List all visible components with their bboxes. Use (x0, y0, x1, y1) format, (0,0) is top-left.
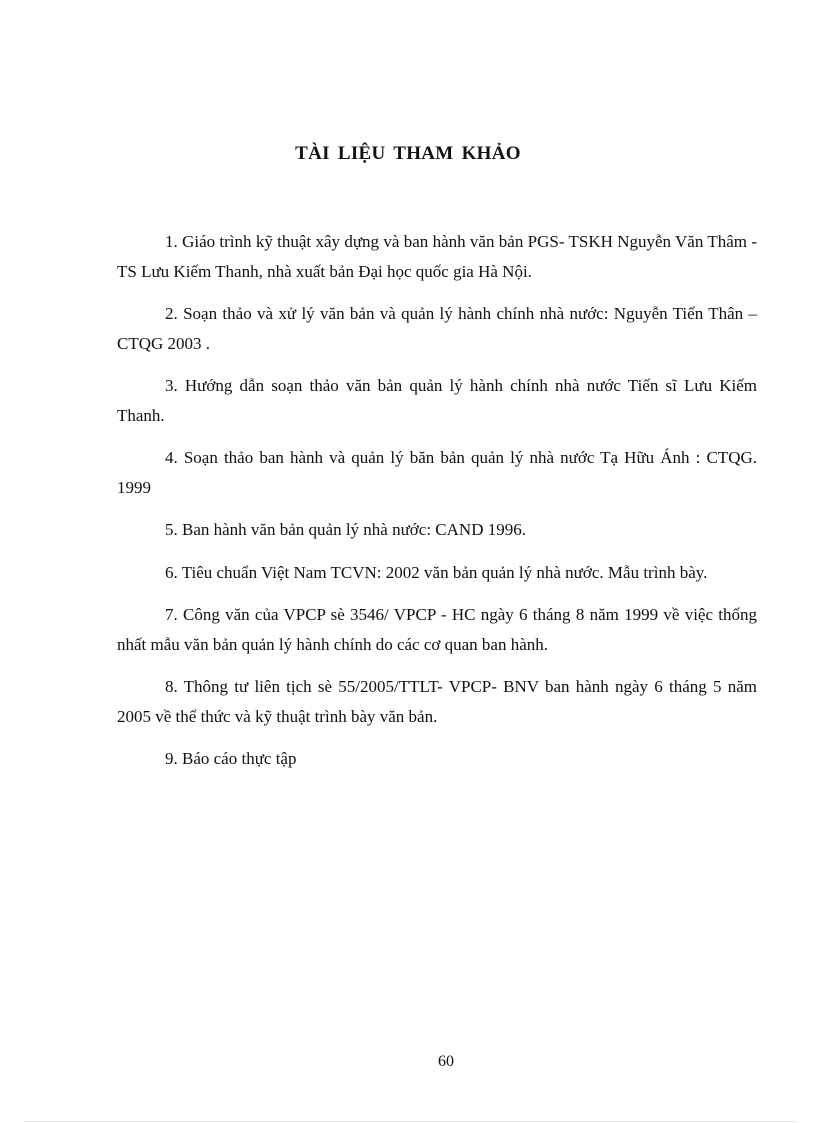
reference-item-4: 4. Soạn thảo ban hành và quản lý băn bản quản lý nhà nước Tạ Hữu Ánh : CTQG. 1999 (117, 448, 757, 497)
reference-item-8: 8. Thông tư liên tịch sè 55/2005/TTLT- VPCP- BNV ban hành ngày 6 tháng 5 năm 2005 về thể thức và kỹ thuật trình bày văn bản. (117, 677, 757, 726)
page-bottom-dotted-rule (25, 1121, 795, 1122)
reference-item-2: 2. Soạn thảo và xử lý văn bản và quản lý hành chính nhà nước: Nguyễn Tiến Thân – CTQG 2003 . (117, 304, 757, 353)
reference-item-9: 9. Báo cáo thực tập (165, 749, 297, 768)
reference-item-7: 7. Công văn của VPCP sè 3546/ VPCP - HC ngày 6 tháng 8 năm 1999 về việc thống nhất mẫu văn bản quản lý hành chính do các cơ quan ban hành. (117, 605, 757, 654)
reference-item-3: 3. Hướng dẫn soạn thảo văn bản quản lý hành chính nhà nước Tiến sĩ Lưu Kiếm Thanh. (117, 376, 757, 425)
reference-list (117, 227, 757, 787)
reference-item-1: 1. Giáo trình kỹ thuật xây dựng và ban hành văn bản PGS- TSKH Nguyễn Văn Thâm - TS Lưu Kiếm Thanh, nhà xuất bản Đại học quốc gia Hà Nội. (117, 232, 757, 281)
page-number: 60 (438, 1053, 454, 1070)
reference-item-5: 5. Ban hành văn bản quản lý nhà nước: CAND 1996. (165, 520, 526, 539)
reference-item-6: 6. Tiêu chuẩn Việt Nam TCVN: 2002 văn bản quản lý nhà nước. Mẫu trình bày. (165, 562, 708, 582)
page-title: TÀI LIỆU THAM KHẢO (295, 143, 521, 164)
